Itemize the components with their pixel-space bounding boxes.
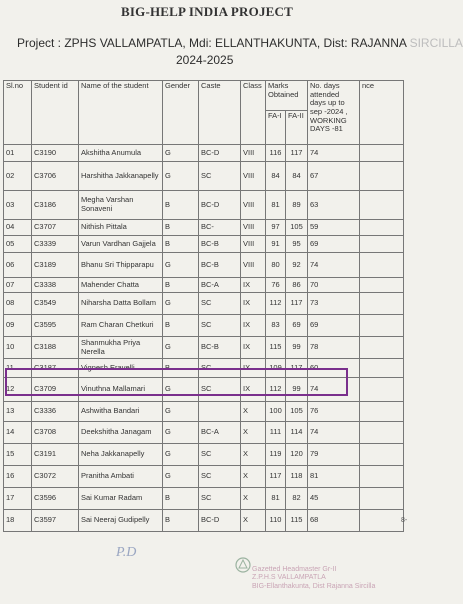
fa1-cell: 91 bbox=[266, 236, 286, 253]
class-cell: IX bbox=[241, 359, 266, 378]
gender-cell: G bbox=[163, 444, 199, 466]
class-cell: X bbox=[241, 466, 266, 488]
emblem-icon bbox=[234, 556, 252, 574]
name-cell: Vignesh Eravelli bbox=[79, 359, 163, 378]
fa1-cell: 112 bbox=[266, 378, 286, 402]
slno-cell: 17 bbox=[4, 488, 32, 510]
table-row bbox=[4, 466, 404, 488]
slno-cell: 04 bbox=[4, 220, 32, 236]
attendance-cell: 67 bbox=[308, 162, 360, 191]
stamp-line-2: Z.P.H.S VALLAMPATLA bbox=[252, 574, 326, 582]
fa1-cell: 81 bbox=[266, 191, 286, 220]
class-cell: VIII bbox=[241, 253, 266, 278]
attendance-cell: 74 bbox=[308, 422, 360, 444]
student-table bbox=[3, 80, 404, 532]
header-student-id: Student id bbox=[32, 81, 79, 145]
fa2-cell: 95 bbox=[286, 236, 308, 253]
class-cell: VIII bbox=[241, 191, 266, 220]
fa2-cell: 92 bbox=[286, 253, 308, 278]
slno-cell: 06 bbox=[4, 253, 32, 278]
slno-cell: 01 bbox=[4, 145, 32, 162]
slno-cell: 14 bbox=[4, 422, 32, 444]
gender-cell: G bbox=[163, 162, 199, 191]
slno-cell: 05 bbox=[4, 236, 32, 253]
extra-cell bbox=[360, 253, 404, 278]
name-cell: Sai Neeraj Gudipelly bbox=[79, 510, 163, 532]
gender-cell: B bbox=[163, 510, 199, 532]
extra-cell bbox=[360, 236, 404, 253]
attendance-cell: 69 bbox=[308, 236, 360, 253]
header-fa1: FA-I bbox=[266, 111, 286, 145]
class-cell: X bbox=[241, 510, 266, 532]
student-id-cell: C3549 bbox=[32, 293, 79, 315]
extra-cell bbox=[360, 145, 404, 162]
attendance-cell: 60 bbox=[308, 359, 360, 378]
fa1-cell: 119 bbox=[266, 444, 286, 466]
caste-cell: BC-B bbox=[199, 337, 241, 359]
fa1-cell: 110 bbox=[266, 510, 286, 532]
fa1-cell: 83 bbox=[266, 315, 286, 337]
class-cell: X bbox=[241, 444, 266, 466]
attendance-cell: 79 bbox=[308, 444, 360, 466]
student-id-cell: C3191 bbox=[32, 444, 79, 466]
name-cell: Ashwitha Bandari bbox=[79, 402, 163, 422]
table-row bbox=[4, 253, 404, 278]
extra-cell bbox=[360, 378, 404, 402]
extra-cell bbox=[360, 315, 404, 337]
caste-cell: SC bbox=[199, 378, 241, 402]
class-cell: VIII bbox=[241, 220, 266, 236]
student-id-cell: C3338 bbox=[32, 278, 79, 293]
class-cell: VIII bbox=[241, 162, 266, 191]
slno-cell: 08 bbox=[4, 293, 32, 315]
fa1-cell: 116 bbox=[266, 145, 286, 162]
name-cell: Harshitha Jakkanapelly bbox=[79, 162, 163, 191]
student-id-cell: C3339 bbox=[32, 236, 79, 253]
gender-cell: G bbox=[163, 466, 199, 488]
name-cell: Akshitha Anumula bbox=[79, 145, 163, 162]
student-table-container bbox=[3, 80, 400, 580]
student-id-cell: C3596 bbox=[32, 488, 79, 510]
name-cell: Shanmukha Priya Nerella bbox=[79, 337, 163, 359]
caste-cell: BC-A bbox=[199, 278, 241, 293]
fa1-cell: 84 bbox=[266, 162, 286, 191]
fa1-cell: 100 bbox=[266, 402, 286, 422]
document-title: BIG-HELP INDIA PROJECT bbox=[121, 4, 293, 19]
class-cell: IX bbox=[241, 378, 266, 402]
student-id-cell: C3186 bbox=[32, 191, 79, 220]
fa2-cell: 115 bbox=[286, 510, 308, 532]
student-id-cell: C3709 bbox=[32, 378, 79, 402]
extra-cell bbox=[360, 220, 404, 236]
student-id-cell: C3708 bbox=[32, 422, 79, 444]
stray-mark: 8- bbox=[401, 517, 408, 524]
fa1-cell: 117 bbox=[266, 466, 286, 488]
extra-cell bbox=[360, 402, 404, 422]
name-cell: Vinuthna Mallamari bbox=[79, 378, 163, 402]
fa2-cell: 105 bbox=[286, 402, 308, 422]
fa1-cell: 76 bbox=[266, 278, 286, 293]
caste-cell: SC bbox=[199, 293, 241, 315]
initials-signature: P.D bbox=[116, 545, 137, 560]
fa1-cell: 97 bbox=[266, 220, 286, 236]
name-cell: Ram Charan Chetkuri bbox=[79, 315, 163, 337]
gender-cell: G bbox=[163, 402, 199, 422]
caste-cell: BC-A bbox=[199, 422, 241, 444]
table-row bbox=[4, 422, 404, 444]
table-row bbox=[4, 191, 404, 220]
class-cell: X bbox=[241, 488, 266, 510]
extra-cell bbox=[360, 191, 404, 220]
gender-cell: G bbox=[163, 337, 199, 359]
fa1-cell: 109 bbox=[266, 359, 286, 378]
table-row bbox=[4, 315, 404, 337]
extra-cell bbox=[360, 278, 404, 293]
gender-cell: G bbox=[163, 378, 199, 402]
gender-cell: G bbox=[163, 253, 199, 278]
slno-cell: 12 bbox=[4, 378, 32, 402]
project-line bbox=[17, 36, 463, 50]
table-row bbox=[4, 510, 404, 532]
slno-cell: 15 bbox=[4, 444, 32, 466]
class-cell: IX bbox=[241, 315, 266, 337]
header-fa2: FA-II bbox=[286, 111, 308, 145]
academic-year: 2024-2025 bbox=[176, 53, 234, 67]
name-cell: Nithish Pittala bbox=[79, 220, 163, 236]
headmaster-stamp bbox=[252, 566, 402, 591]
caste-cell: BC-D bbox=[199, 191, 241, 220]
student-id-cell: C3595 bbox=[32, 315, 79, 337]
class-cell: IX bbox=[241, 293, 266, 315]
table-row bbox=[4, 220, 404, 236]
caste-cell: BC-B bbox=[199, 236, 241, 253]
fa2-cell: 114 bbox=[286, 422, 308, 444]
fa1-cell: 80 bbox=[266, 253, 286, 278]
class-cell: IX bbox=[241, 278, 266, 293]
name-cell: Pranitha Ambati bbox=[79, 466, 163, 488]
attendance-cell: 69 bbox=[308, 315, 360, 337]
student-id-cell: C3072 bbox=[32, 466, 79, 488]
header-class: Class bbox=[241, 81, 266, 145]
class-cell: IX bbox=[241, 337, 266, 359]
slno-cell: 03 bbox=[4, 191, 32, 220]
name-cell: Bhanu Sri Thipparapu bbox=[79, 253, 163, 278]
fa1-cell: 112 bbox=[266, 293, 286, 315]
caste-cell: SC bbox=[199, 488, 241, 510]
gender-cell: B bbox=[163, 359, 199, 378]
caste-cell: SC bbox=[199, 444, 241, 466]
fa2-cell: 120 bbox=[286, 444, 308, 466]
caste-cell: SC bbox=[199, 315, 241, 337]
caste-cell: BC-D bbox=[199, 510, 241, 532]
fa2-cell: 86 bbox=[286, 278, 308, 293]
header-gender: Gender bbox=[163, 81, 199, 145]
caste-cell bbox=[199, 402, 241, 422]
header-extra: nce bbox=[360, 81, 404, 145]
table-row bbox=[4, 402, 404, 422]
project-line-text: Project : ZPHS VALLAMPATLA, Mdi: ELLANTHAKUNTA, Dist: RAJANNA bbox=[17, 36, 407, 50]
attendance-cell: 74 bbox=[308, 145, 360, 162]
student-id-cell: C3707 bbox=[32, 220, 79, 236]
gender-cell: B bbox=[163, 236, 199, 253]
attendance-cell: 45 bbox=[308, 488, 360, 510]
table-row bbox=[4, 444, 404, 466]
fa2-cell: 117 bbox=[286, 145, 308, 162]
gender-cell: B bbox=[163, 315, 199, 337]
class-cell: VIII bbox=[241, 145, 266, 162]
extra-cell bbox=[360, 162, 404, 191]
attendance-cell: 74 bbox=[308, 378, 360, 402]
table-row bbox=[4, 278, 404, 293]
header-attendance: No. days attended days up to sep -2024 , WORKING DAYS -81 bbox=[308, 81, 360, 145]
attendance-cell: 63 bbox=[308, 191, 360, 220]
extra-cell bbox=[360, 359, 404, 378]
name-cell: Mahender Chatta bbox=[79, 278, 163, 293]
fa2-cell: 99 bbox=[286, 337, 308, 359]
fa2-cell: 82 bbox=[286, 488, 308, 510]
attendance-cell: 68 bbox=[308, 510, 360, 532]
header-marks: Marks Obtained bbox=[266, 81, 308, 111]
fa2-cell: 69 bbox=[286, 315, 308, 337]
slno-cell: 02 bbox=[4, 162, 32, 191]
extra-cell bbox=[360, 337, 404, 359]
table-body bbox=[4, 145, 404, 532]
attendance-cell: 74 bbox=[308, 253, 360, 278]
extra-cell bbox=[360, 422, 404, 444]
student-id-cell: C3189 bbox=[32, 253, 79, 278]
highlight-box bbox=[5, 368, 348, 396]
attendance-cell: 81 bbox=[308, 466, 360, 488]
table-row bbox=[4, 236, 404, 253]
student-id-cell: C3706 bbox=[32, 162, 79, 191]
gender-cell: G bbox=[163, 422, 199, 444]
caste-cell: SC bbox=[199, 466, 241, 488]
stamp-line-3: BIG-Ellanthakunta, Dist Rajanna Sircilla bbox=[252, 582, 376, 590]
student-id-cell: C3188 bbox=[32, 337, 79, 359]
student-id-cell: C3190 bbox=[32, 145, 79, 162]
attendance-cell: 70 bbox=[308, 278, 360, 293]
attendance-cell: 59 bbox=[308, 220, 360, 236]
caste-cell: SC bbox=[199, 359, 241, 378]
slno-cell: 10 bbox=[4, 337, 32, 359]
fa2-cell: 99 bbox=[286, 378, 308, 402]
table-row bbox=[4, 145, 404, 162]
gender-cell: G bbox=[163, 145, 199, 162]
extra-cell bbox=[360, 510, 404, 532]
caste-cell: BC- bbox=[199, 220, 241, 236]
header-caste: Caste bbox=[199, 81, 241, 145]
table-row bbox=[4, 162, 404, 191]
caste-cell: SC bbox=[199, 162, 241, 191]
table-row bbox=[4, 337, 404, 359]
slno-cell: 13 bbox=[4, 402, 32, 422]
gender-cell: B bbox=[163, 191, 199, 220]
gender-cell: B bbox=[163, 220, 199, 236]
header-name: Name of the student bbox=[79, 81, 163, 145]
extra-cell bbox=[360, 488, 404, 510]
fa2-cell: 118 bbox=[286, 466, 308, 488]
stamp-line-1: Gazetted Headmaster Gr-II bbox=[252, 566, 337, 573]
name-cell: Neha Jakkanapelly bbox=[79, 444, 163, 466]
class-cell: X bbox=[241, 402, 266, 422]
class-cell: VIII bbox=[241, 236, 266, 253]
student-id-cell: C3597 bbox=[32, 510, 79, 532]
fa2-cell: 105 bbox=[286, 220, 308, 236]
name-cell: Deekshitha Janagam bbox=[79, 422, 163, 444]
extra-cell bbox=[360, 466, 404, 488]
attendance-cell: 76 bbox=[308, 402, 360, 422]
attendance-cell: 73 bbox=[308, 293, 360, 315]
name-cell: Niharsha Datta Bollam bbox=[79, 293, 163, 315]
student-id-cell: C3187 bbox=[32, 359, 79, 378]
fa2-cell: 117 bbox=[286, 359, 308, 378]
fa2-cell: 84 bbox=[286, 162, 308, 191]
gender-cell: B bbox=[163, 278, 199, 293]
extra-cell bbox=[360, 293, 404, 315]
fa1-cell: 115 bbox=[266, 337, 286, 359]
table-row bbox=[4, 488, 404, 510]
name-cell: Sai Kumar Radam bbox=[79, 488, 163, 510]
caste-cell: BC-D bbox=[199, 145, 241, 162]
slno-cell: 07 bbox=[4, 278, 32, 293]
fa2-cell: 117 bbox=[286, 293, 308, 315]
name-cell: Varun Vardhan Gajjela bbox=[79, 236, 163, 253]
name-cell: Megha Varshan Sonaveni bbox=[79, 191, 163, 220]
class-cell: X bbox=[241, 422, 266, 444]
extra-cell bbox=[360, 444, 404, 466]
fa1-cell: 81 bbox=[266, 488, 286, 510]
fa1-cell: 111 bbox=[266, 422, 286, 444]
slno-cell: 09 bbox=[4, 315, 32, 337]
gender-cell: B bbox=[163, 488, 199, 510]
attendance-cell: 78 bbox=[308, 337, 360, 359]
slno-cell: 11 bbox=[4, 359, 32, 378]
caste-cell: BC-B bbox=[199, 253, 241, 278]
slno-cell: 18 bbox=[4, 510, 32, 532]
slno-cell: 16 bbox=[4, 466, 32, 488]
fa2-cell: 89 bbox=[286, 191, 308, 220]
table-row bbox=[4, 293, 404, 315]
student-id-cell: C3336 bbox=[32, 402, 79, 422]
project-line-faded: SIRCILLA bbox=[409, 36, 463, 50]
gender-cell: G bbox=[163, 293, 199, 315]
header-slno: Sl.no bbox=[4, 81, 32, 145]
